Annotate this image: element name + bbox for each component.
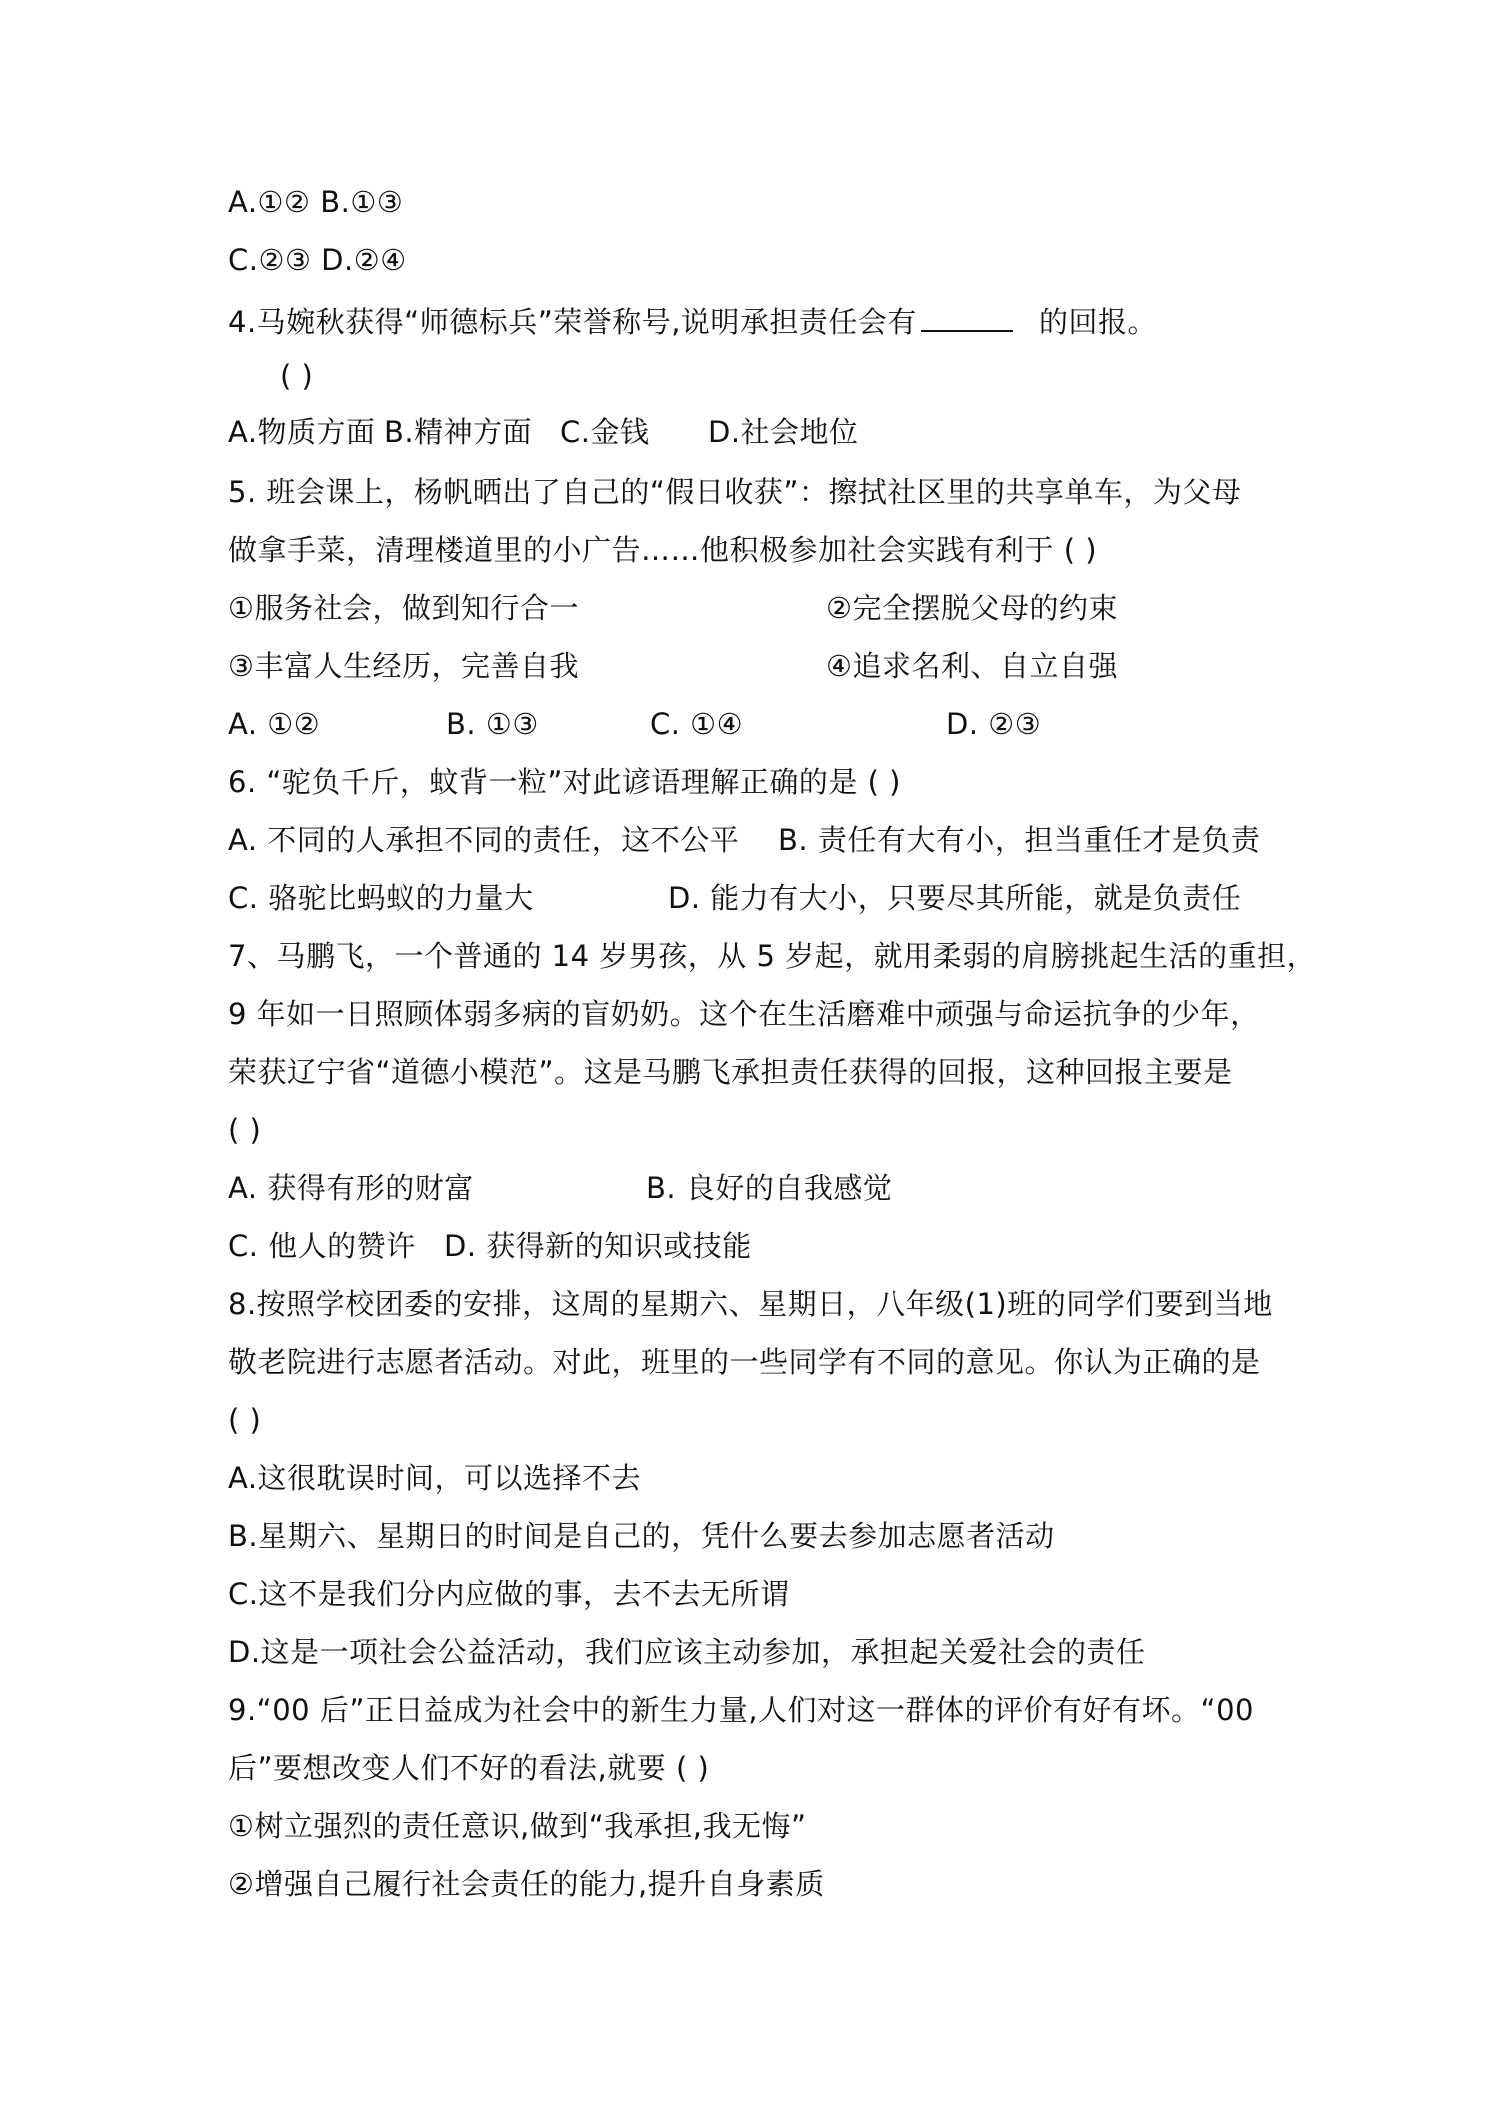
q4-answer-blank [921,304,1013,332]
q7-stem-line3: 荣获辽宁省“道德小模范”。这是马鹏飞承担责任获得的回报，这种回报主要是 [228,1055,1233,1089]
q5-item-3: ③丰富人生经历，完善自我 [228,649,579,683]
q6-stem: 6. “驼负千斤，蚊背一粒”对此谚语理解正确的是 ( ) [228,765,902,799]
q9-item-1: ①树立强烈的责任意识,做到“我承担,我无悔” [228,1809,807,1843]
q4-answer-paren: ( ) [280,359,314,393]
q5-item-4: ④追求名利、自立自强 [826,649,1118,683]
q5-stem-line2: 做拿手菜，清理楼道里的小广告……他积极参加社会实践有利于 ( ) [228,533,1098,567]
q3-options-ab: A.①② B.①③ [228,185,404,219]
q6-option-b: B. 责任有大有小，担当重任才是负责 [778,823,1261,857]
q4-option-c: C.金钱 [560,415,650,449]
q5-option-a: A. ①② [228,707,321,741]
q7-option-a: A. 获得有形的财富 [228,1171,474,1205]
q3-options-cd: C.②③ D.②④ [228,243,407,277]
q9-stem-line2: 后”要想改变人们不好的看法,就要 ( ) [228,1751,710,1785]
q8-option-c: C.这不是我们分内应做的事，去不去无所谓 [228,1577,790,1611]
q5-item-2: ②完全摆脱父母的约束 [826,591,1118,625]
q4-option-b: B.精神方面 [384,415,533,449]
q8-stem-line2: 敬老院进行志愿者活动。对此，班里的一些同学有不同的意见。你认为正确的是 [228,1345,1261,1379]
q6-option-c: C. 骆驼比蚂蚁的力量大 [228,881,534,915]
q7-option-c: C. 他人的赞许 [228,1229,416,1263]
q8-option-b: B.星期六、星期日的时间是自己的，凭什么要去参加志愿者活动 [228,1519,1055,1553]
q4-stem-part2: 的回报。 [1038,305,1157,339]
q7-option-d: D. 获得新的知识或技能 [444,1229,752,1263]
q7-answer-paren: ( ) [228,1113,262,1147]
q8-stem-line1: 8.按照学校团委的安排，这周的星期六、星期日，八年级(1)班的同学们要到当地 [228,1287,1273,1321]
q4-stem-part1: 4.马婉秋获得“师德标兵”荣誉称号,说明承担责任会有 [228,305,917,339]
q5-option-b: B. ①③ [446,707,539,741]
q5-item-1: ①服务社会，做到知行合一 [228,591,579,625]
q8-answer-paren: ( ) [228,1403,262,1437]
q9-stem-line1: 9.“00 后”正日益成为社会中的新生力量,人们对这一群体的评价有好有坏。“00 [228,1693,1254,1727]
q5-option-d: D. ②③ [946,707,1042,741]
q7-stem-line2: 9 年如一日照顾体弱多病的盲奶奶。这个在生活磨难中顽强与命运抗争的少年， [228,997,1260,1031]
q7-stem-line1: 7、马鹏飞，一个普通的 14 岁男孩，从 5 岁起，就用柔弱的肩膀挑起生活的重担， [228,939,1317,973]
q8-option-a: A.这很耽误时间，可以选择不去 [228,1461,642,1495]
q5-option-c: C. ①④ [650,707,744,741]
q4-option-a: A.物质方面 [228,415,376,449]
q8-option-d: D.这是一项社会公益活动，我们应该主动参加，承担起关爱社会的责任 [228,1635,1146,1669]
q5-stem-line1: 5. 班会课上，杨帆晒出了自己的“假日收获”：擦拭社区里的共享单车，为父母 [228,475,1242,509]
q7-option-b: B. 良好的自我感觉 [646,1171,893,1205]
q4-option-d: D.社会地位 [708,415,859,449]
q9-item-2: ②增强自己履行社会责任的能力,提升自身素质 [228,1867,825,1901]
q4-stem [228,304,1157,337]
q6-option-d: D. 能力有大小，只要尽其所能，就是负责任 [668,881,1242,915]
q6-option-a: A. 不同的人承担不同的责任，这不公平 [228,823,740,857]
